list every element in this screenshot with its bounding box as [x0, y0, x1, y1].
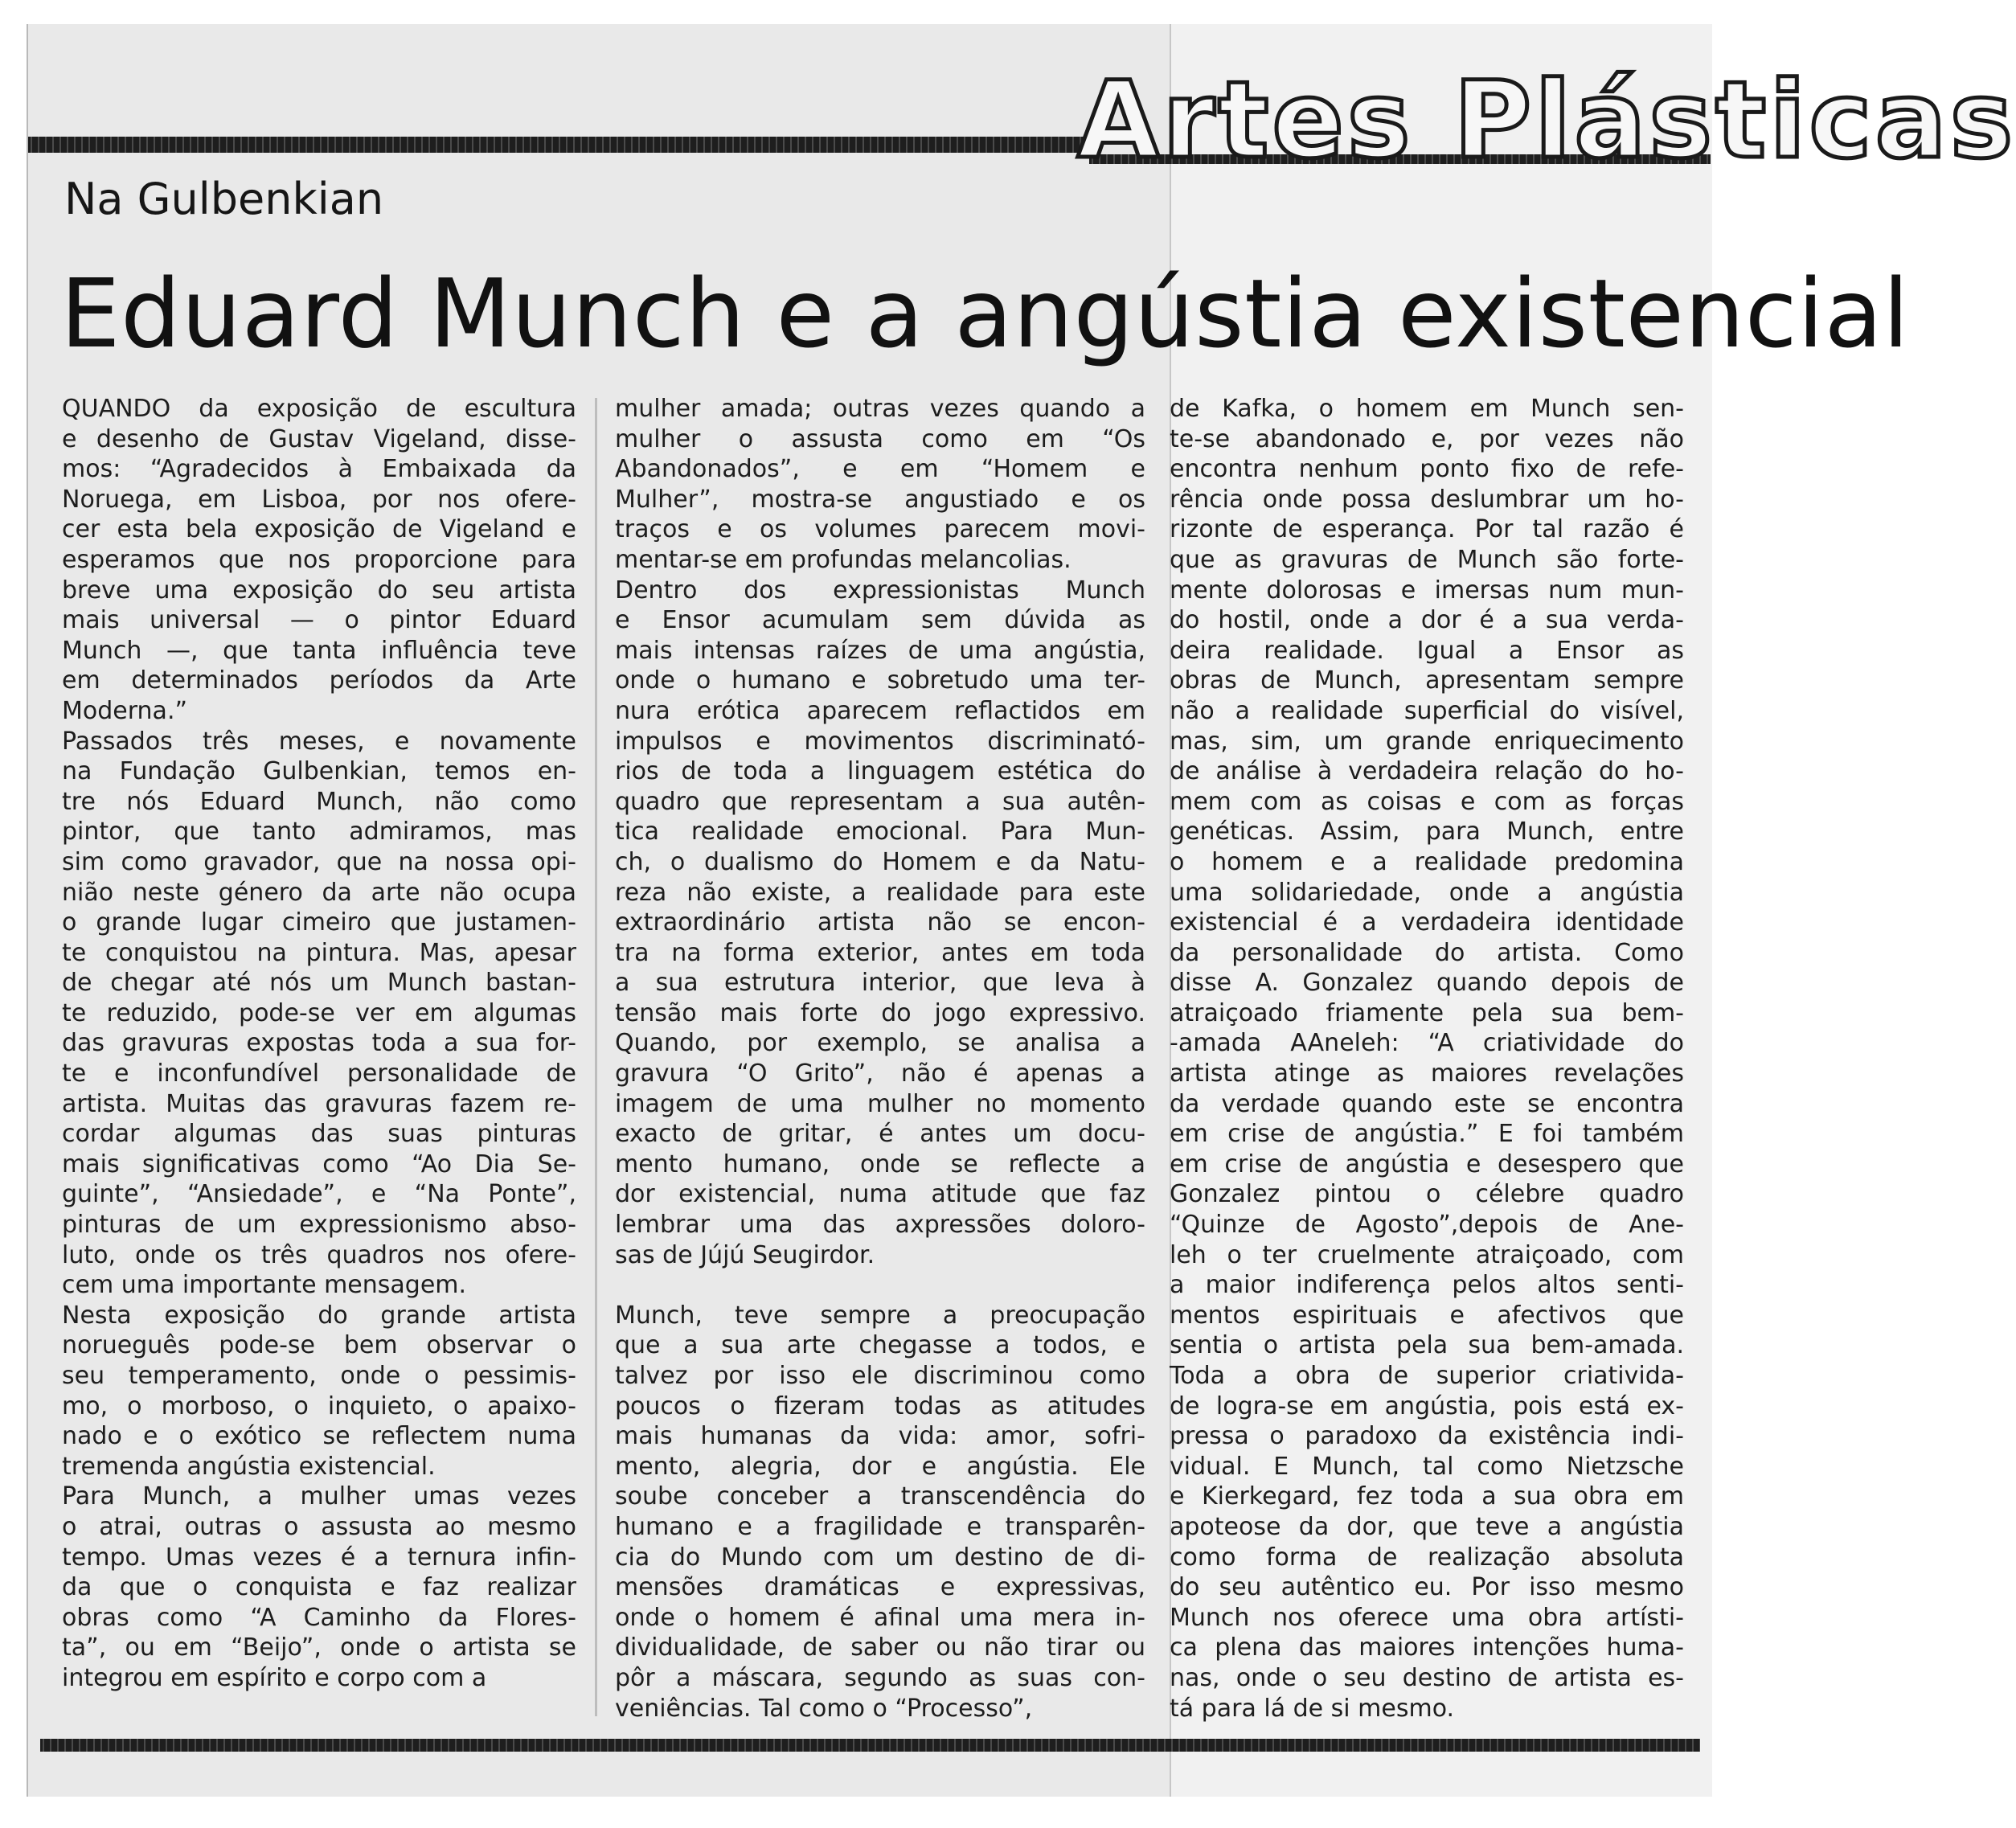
- article-line: mentar-se em profundas melancolias.: [615, 545, 1072, 574]
- article-line: encontra nenhum ponto fixo de refe-: [1170, 455, 1684, 484]
- article-line: mais humanas da vida: amor, sofri-: [615, 1422, 1145, 1451]
- article-line: dividualidade, de saber ou não tirar ou: [615, 1633, 1145, 1662]
- article-line: esperamos que nos proporcione para: [62, 545, 576, 574]
- article-line: Quando, por exemplo, se analisa a: [615, 1029, 1145, 1058]
- article-line: extraordinário artista não se encon-: [615, 908, 1145, 937]
- article-line: o grande lugar cimeiro que justamen-: [62, 908, 576, 937]
- article-line: cer esta bela exposição de Vigeland e: [62, 515, 576, 544]
- article-line: da personalidade do artista. Como: [1170, 938, 1684, 967]
- article-line: tremenda angústia existencial.: [62, 1452, 436, 1481]
- article-line: mulher amada; outras vezes quando a: [615, 395, 1145, 423]
- article-line: não a realidade superficial do visível,: [1170, 696, 1684, 725]
- article-line: Toda a obra de superior criativida-: [1170, 1362, 1684, 1390]
- article-line: artista atinge as maiores revelações: [1170, 1060, 1684, 1088]
- article-line: mas, sim, um grande enriquecimento: [1170, 727, 1684, 756]
- article-line: como forma de realização absoluta: [1170, 1543, 1684, 1572]
- article-line: Munch —, que tanta influência teve: [62, 636, 576, 665]
- article-line: tre nós Eduard Munch, não como: [62, 787, 576, 816]
- article-line: a maior indiferença pelos altos senti-: [1170, 1271, 1684, 1300]
- article-line: traços e os volumes parecem movi-: [615, 515, 1145, 544]
- article-line: Nesta exposição do grande artista: [62, 1301, 576, 1330]
- article-line: de análise à verdadeira relação do ho-: [1170, 757, 1684, 786]
- section-header: Artes Plásticas: [1077, 59, 2016, 182]
- article-line: apoteose da dor, que teve a angústia: [1170, 1512, 1684, 1541]
- bottom-rule: [40, 1739, 1700, 1752]
- article-line: em determinados períodos da Arte: [62, 666, 576, 695]
- article-line: onde o humano e sobretudo uma ter-: [615, 666, 1145, 695]
- article-line: tá para lá de si mesmo.: [1170, 1694, 1455, 1723]
- article-line: Abandonados”, e em “Homem e: [615, 455, 1145, 484]
- article-line: em crise de angústia.” E foi também: [1170, 1120, 1684, 1149]
- article-line: soube conceber a transcendência do: [615, 1482, 1145, 1511]
- article-line: que as gravuras de Munch são forte-: [1170, 545, 1684, 574]
- article-line: “Quinze de Agosto”,depois de Ane-: [1170, 1211, 1684, 1240]
- article-line: Gonzalez pintou o célebre quadro: [1170, 1180, 1684, 1209]
- article-line: a sua estrutura interior, que leva à: [615, 969, 1145, 998]
- article-line: mem com as coisas e com as forças: [1170, 787, 1684, 816]
- article-line: do hostil, onde a dor é a sua verda-: [1170, 606, 1684, 635]
- article-line: Passados três meses, e novamente: [62, 727, 576, 756]
- article-line: de logra-se em angústia, pois está ex-: [1170, 1391, 1684, 1420]
- article-line: da verdade quando este se encontra: [1170, 1089, 1684, 1118]
- article-line: pintor, que tanto admiramos, mas: [62, 818, 576, 846]
- article-line: integrou em espírito e corpo com a: [62, 1663, 487, 1692]
- article-line: disse A. Gonzalez quando depois de: [1170, 969, 1684, 998]
- article-line: mento, alegria, dor e angústia. Ele: [615, 1452, 1145, 1481]
- article-line: nião neste género da arte não ocupa: [62, 878, 576, 907]
- article-line: impulsos e movimentos discriminató-: [615, 727, 1145, 756]
- article-line: e Ensor acumulam sem dúvida as: [615, 606, 1145, 635]
- article-column-1: [62, 394, 576, 1694]
- article-line: Para Munch, a mulher umas vezes: [62, 1482, 576, 1511]
- article-line: ch, o dualismo do Homem e da Natu-: [615, 847, 1145, 876]
- article-line: mais intensas raízes de uma angústia,: [615, 636, 1145, 665]
- article-line: uma solidariedade, onde a angústia: [1170, 878, 1684, 907]
- article-line: de chegar até nós um Munch bastan-: [62, 969, 576, 998]
- article-line: QUANDO da exposição de escultura: [62, 395, 576, 423]
- article-line: das gravuras expostas toda a sua for-: [62, 1029, 576, 1058]
- article-line: sas de Jújú Seugirdor.: [615, 1240, 875, 1269]
- article-line: Noruega, em Lisboa, por nos ofere-: [62, 485, 576, 514]
- article-line: cem uma importante mensagem.: [62, 1271, 467, 1300]
- article-line: obras de Munch, apresentam sempre: [1170, 666, 1684, 695]
- article-line: vidual. E Munch, tal como Nietzsche: [1170, 1452, 1684, 1481]
- article-line: pinturas de um expressionismo abso-: [62, 1211, 576, 1240]
- article-line: mensões dramáticas e expressivas,: [615, 1573, 1145, 1602]
- article-line: o atrai, outras o assusta ao mesmo: [62, 1512, 576, 1541]
- article-line: humano e a fragilidade e transparên-: [615, 1512, 1145, 1541]
- article-line: [615, 1270, 1145, 1301]
- newspaper-clipping: [27, 24, 2016, 1797]
- article-line: talvez por isso ele discriminou como: [615, 1362, 1145, 1390]
- article-line: existencial é a verdadeira identidade: [1170, 908, 1684, 937]
- article-line: rizonte de esperança. Por tal razão é: [1170, 515, 1684, 544]
- article-line: artista. Muitas das gravuras fazem re-: [62, 1089, 576, 1118]
- article-line: genéticas. Assim, para Munch, entre: [1170, 818, 1684, 846]
- column-divider: [595, 398, 597, 1716]
- article-line: rios de toda a linguagem estética do: [615, 757, 1145, 786]
- article-line: mo, o morboso, o inquieto, o apaixo-: [62, 1391, 576, 1420]
- article-line: tempo. Umas vezes é a ternura infin-: [62, 1543, 576, 1572]
- article-line: exacto de gritar, é antes um docu-: [615, 1120, 1145, 1149]
- article-line: em crise de angústia e desespero que: [1170, 1150, 1684, 1178]
- top-rule: [28, 137, 1089, 153]
- article-line: seu temperamento, onde o pessimis-: [62, 1362, 576, 1390]
- article-line: te e inconfundível personalidade de: [62, 1060, 576, 1088]
- article-line: nas, onde o seu destino de artista es-: [1170, 1663, 1684, 1692]
- article-line: pressa o paradoxo da existência indi-: [1170, 1422, 1684, 1451]
- article-line: ta”, ou em “Beijo”, onde o artista se: [62, 1633, 576, 1662]
- article-line: tica realidade emocional. Para Mun-: [615, 818, 1145, 846]
- article-line: obras como “A Caminho da Flores-: [62, 1603, 576, 1632]
- article-line: reza não existe, a realidade para este: [615, 878, 1145, 907]
- article-line: cordar algumas das suas pinturas: [62, 1120, 576, 1149]
- article-line: e Kierkegard, fez toda a sua obra em: [1170, 1482, 1684, 1511]
- article-line: mulher o assusta como em “Os: [615, 424, 1145, 453]
- article-line: quadro que representam a sua autên-: [615, 787, 1145, 816]
- article-line: Munch, teve sempre a preocupação: [615, 1301, 1145, 1330]
- article-line: mento humano, onde se reflecte a: [615, 1150, 1145, 1178]
- article-line: luto, onde os três quadros nos ofere-: [62, 1240, 576, 1269]
- article-line: atraiçoado friamente pela sua bem-: [1170, 998, 1684, 1027]
- article-line: nado e o exótico se reflectem numa: [62, 1422, 576, 1451]
- article-line: mente dolorosas e imersas num mun-: [1170, 576, 1684, 605]
- article-column-3: [1170, 394, 1684, 1723]
- article-line: da que o conquista e faz realizar: [62, 1573, 576, 1602]
- article-line: e desenho de Gustav Vigeland, disse-: [62, 424, 576, 453]
- article-line: Munch nos oferece uma obra artísti-: [1170, 1603, 1684, 1632]
- article-line: Mulher”, mostra-se angustiado e os: [615, 485, 1145, 514]
- article-line: o homem e a realidade predomina: [1170, 847, 1684, 876]
- article-line: veniências. Tal como o “Processo”,: [615, 1694, 1033, 1723]
- article-line: mais universal — o pintor Eduard: [62, 606, 576, 635]
- article-line: te reduzido, pode-se ver em algumas: [62, 998, 576, 1027]
- article-line: mos: “Agradecidos à Embaixada da: [62, 455, 576, 484]
- article-column-2: [615, 394, 1145, 1723]
- article-line: na Fundação Gulbenkian, temos en-: [62, 757, 576, 786]
- article-line: sentia o artista pela sua bem-amada.: [1170, 1331, 1684, 1360]
- article-line: breve uma exposição do seu artista: [62, 576, 576, 605]
- article-line: -amada AAneleh: “A criatividade do: [1170, 1029, 1684, 1058]
- article-line: do seu autêntico eu. Por isso mesmo: [1170, 1573, 1684, 1602]
- article-line: leh o ter cruelmente atraiçoado, com: [1170, 1240, 1684, 1269]
- article-line: sim como gravador, que na nossa opi-: [62, 847, 576, 876]
- article-line: imagem de uma mulher no momento: [615, 1089, 1145, 1118]
- article-line: guinte”, “Ansiedade”, e “Na Ponte”,: [62, 1180, 576, 1209]
- article-line: mais significativas como “Ao Dia Se-: [62, 1150, 576, 1178]
- article-line: onde o homem é afinal uma mera in-: [615, 1603, 1145, 1632]
- article-line: dor existencial, numa atitude que faz: [615, 1180, 1145, 1209]
- article-line: ca plena das maiores intenções huma-: [1170, 1633, 1684, 1662]
- article-line: mentos espirituais e afectivos que: [1170, 1301, 1684, 1330]
- headline: Eduard Munch e a angústia existencial: [60, 258, 1910, 369]
- article-line: Moderna.”: [62, 696, 188, 725]
- article-line: tensão mais forte do jogo expressivo.: [615, 998, 1145, 1027]
- article-line: te-se abandonado e, por vezes não: [1170, 424, 1684, 453]
- article-line: gravura “O Grito”, não é apenas a: [615, 1060, 1145, 1088]
- article-line: Dentro dos expressionistas Munch: [615, 576, 1145, 605]
- article-line: deira realidade. Igual a Ensor as: [1170, 636, 1684, 665]
- article-line: lembrar uma das axpressões doloro-: [615, 1211, 1145, 1240]
- article-line: nura erótica aparecem reflactidos em: [615, 696, 1145, 725]
- article-line: norueguês pode-se bem observar o: [62, 1331, 576, 1360]
- article-line: rência onde possa deslumbrar um ho-: [1170, 485, 1684, 514]
- article-line: de Kafka, o homem em Munch sen-: [1170, 395, 1684, 423]
- article-line: que a sua arte chegasse a todos, e: [615, 1331, 1145, 1360]
- article-line: tra na forma exterior, antes em toda: [615, 938, 1145, 967]
- article-line: te conquistou na pintura. Mas, apesar: [62, 938, 576, 967]
- article-line: cia do Mundo com um destino de di-: [615, 1543, 1145, 1572]
- article-line: pôr a máscara, segundo as suas con-: [615, 1663, 1145, 1692]
- article-line: poucos o fizeram todas as atitudes: [615, 1391, 1145, 1420]
- kicker: Na Gulbenkian: [64, 174, 384, 224]
